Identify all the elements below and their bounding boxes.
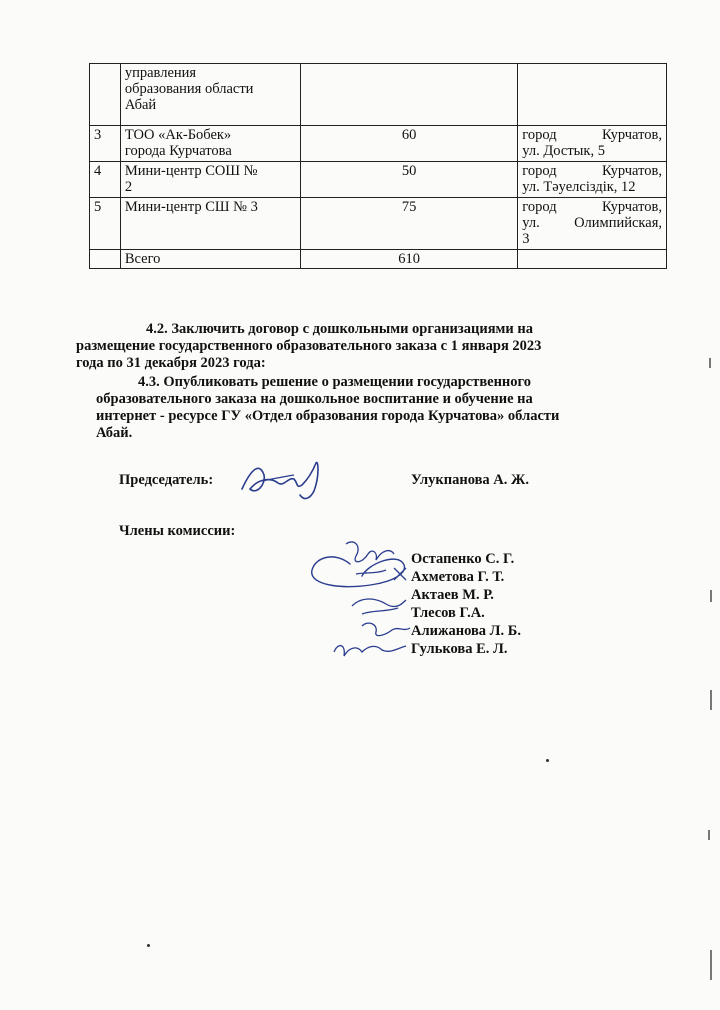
table-row <box>90 250 667 269</box>
row-number: 4 <box>90 162 121 198</box>
table-row <box>90 198 667 250</box>
address-line <box>522 215 662 231</box>
row-number: 3 <box>90 126 121 162</box>
chairman-signature <box>238 455 324 507</box>
address-word: ул. Тәуелсіздік, 12 <box>522 179 636 195</box>
address-word: 3 <box>522 231 530 247</box>
member-1: Остапенко С. Г. <box>411 551 515 567</box>
row-number <box>90 250 121 269</box>
organization-name-line: Абай <box>124 97 157 113</box>
organization-name-line: управления <box>124 65 197 81</box>
table-row <box>90 162 667 198</box>
scan-edge-mark <box>710 690 712 710</box>
address-line <box>522 199 662 215</box>
address-word: Курчатов, <box>602 199 662 215</box>
scan-speck <box>546 759 549 762</box>
address <box>518 198 667 250</box>
place-count: 610 <box>300 250 517 269</box>
paragraph-4-3-line4: Абай. <box>96 425 133 441</box>
row-number <box>90 64 121 126</box>
scan-edge-mark <box>709 358 711 368</box>
paragraph-4-2 <box>76 321 660 372</box>
address <box>518 64 667 126</box>
member-2: Ахметова Г. Т. <box>411 569 505 585</box>
address <box>518 250 667 269</box>
paragraph-4-3-line2: образовательного заказа на дошкольное воспитание и обучение на <box>96 391 533 407</box>
place-count: 60 <box>300 126 517 162</box>
scan-speck <box>147 944 150 947</box>
address-line <box>522 163 662 179</box>
scan-edge-mark <box>708 830 710 840</box>
organization-name-line: 2 <box>124 179 133 195</box>
place-count <box>300 64 517 126</box>
table-row <box>90 64 667 126</box>
organization-name <box>120 64 300 126</box>
organization-name-line: ТОО «Ак-Бобек» <box>124 127 232 143</box>
address <box>518 126 667 162</box>
paragraph-4-2-line1: 4.2. Заключить договор с дошкольными организациями на <box>146 321 534 337</box>
address-line <box>522 179 662 195</box>
address-line <box>522 143 662 159</box>
organization-name <box>120 126 300 162</box>
place-count: 75 <box>300 198 517 250</box>
chairman-name: Улукпанова А. Ж. <box>411 472 529 488</box>
address-word: Курчатов, <box>602 127 662 143</box>
paragraph-4-3 <box>96 374 659 442</box>
member-6: Гулькова Е. Л. <box>411 641 508 657</box>
members-signatures <box>306 534 418 672</box>
paragraph-4-2-line3: года по 31 декабря 2023 года: <box>76 355 266 371</box>
paragraph-4-3-line3: интернет - ресурсе ГУ «Отдел образования города Курчатова» области <box>96 408 560 424</box>
address-word: Курчатов, <box>602 163 662 179</box>
paragraph-4-2-line2: размещение государственного образовательного заказа с 1 января 2023 <box>76 338 542 354</box>
member-3: Актаев М. Р. <box>411 587 494 603</box>
organization-name-line: города Курчатова <box>124 143 232 159</box>
organization-name-line: Мини-центр СШ № 3 <box>124 199 258 215</box>
members-label: Члены комиссии: <box>119 523 236 539</box>
chairman-label: Председатель: <box>119 472 214 488</box>
address-word: Олимпийская, <box>574 215 662 231</box>
organization-name-line: Мини-центр СОШ № <box>124 163 258 179</box>
paragraph-4-3-line1: 4.3. Опубликовать решение о размещении государственного <box>138 374 532 390</box>
organization-name-line: образования области <box>124 81 254 97</box>
scan-edge-mark <box>710 590 712 602</box>
row-number: 5 <box>90 198 121 250</box>
member-5: Алижанова Л. Б. <box>411 623 521 639</box>
organization-name <box>120 198 300 250</box>
address-word: ул. Достык, 5 <box>522 143 605 159</box>
place-count: 50 <box>300 162 517 198</box>
table-row <box>90 126 667 162</box>
member-4: Тлесов Г.А. <box>411 605 485 621</box>
address-word: город <box>522 163 557 179</box>
address-line <box>522 231 662 247</box>
address-word: город <box>522 127 557 143</box>
organization-name-line: Всего <box>124 251 161 267</box>
organization-name <box>120 250 300 269</box>
address-line <box>522 127 662 143</box>
address-word: город <box>522 199 557 215</box>
organization-name <box>120 162 300 198</box>
address-word: ул. <box>522 215 540 231</box>
allocation-table <box>89 63 667 269</box>
address <box>518 162 667 198</box>
scan-edge-mark <box>710 950 712 980</box>
